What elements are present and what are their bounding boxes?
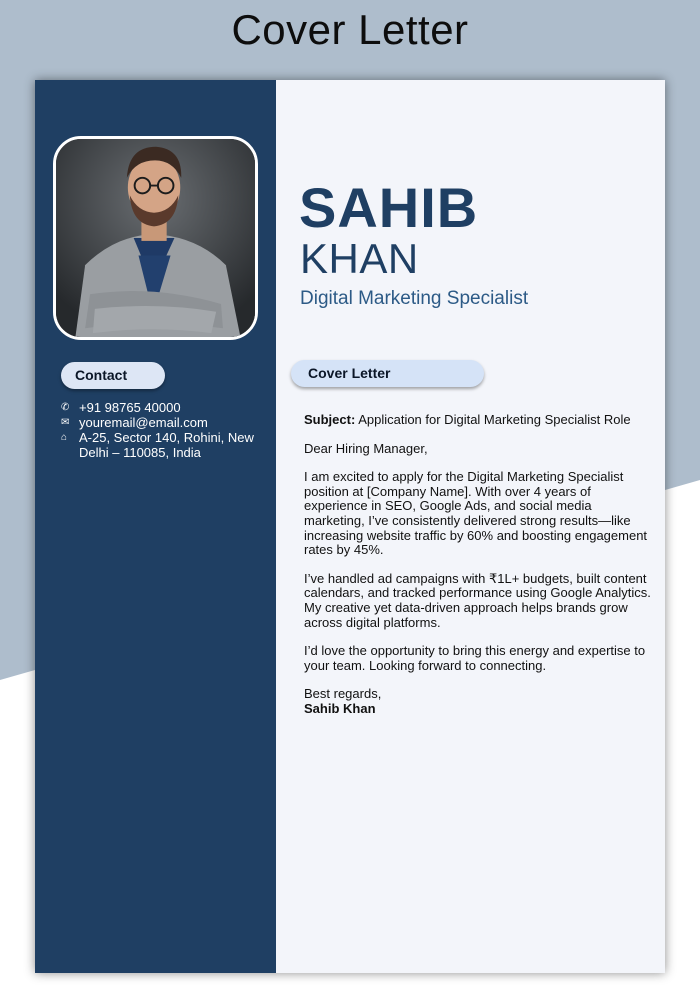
portrait-photo-icon — [56, 139, 255, 337]
phone-icon: ✆ — [61, 402, 70, 413]
contact-address — [61, 430, 271, 460]
email-icon: ✉ — [61, 417, 70, 428]
sidebar — [35, 80, 276, 973]
cover-letter-sheet — [35, 80, 665, 973]
home-icon: ⌂ — [61, 432, 68, 443]
job-title: Digital Marketing Specialist — [300, 288, 529, 309]
contact-email-text: youremail@email.com — [79, 415, 208, 430]
letter-signature: Sahib Khan — [304, 700, 376, 716]
subject-label: Subject: — [304, 412, 356, 427]
letter-paragraph-3: I’d love the opportunity to bring this energy and expertise to your team. Looking forward to connecting. — [304, 643, 646, 673]
contact-label: Contact — [61, 362, 165, 389]
page-heading: Cover Letter — [231, 6, 469, 53]
main-content — [276, 80, 665, 973]
letter-paragraph-2: I’ve handled ad campaigns with ₹1L+ budgets, built content calendars, and tracked performance using Google Analytics. My creative yet data-driven approach helps brands grow across digital platforms. — [304, 570, 651, 630]
contact-phone — [61, 400, 271, 415]
last-name: KHAN — [300, 235, 419, 282]
contact-email — [61, 415, 271, 430]
letter-paragraph-1: I am excited to apply for the Digital Marketing Specialist position at [Company Name]. With over 4 years of experience in SEO, Google Ads, and social media marketing, I’ve consistently delivered strong results—like increasing website traffic by 60% and boosting engagement rates by 45%. — [304, 469, 648, 558]
contact-phone-text: +91 98765 40000 — [79, 400, 181, 415]
contact-address-text: A-25, Sector 140, Rohini, New Delhi – 110085, India — [79, 430, 254, 460]
letter-body — [304, 413, 654, 717]
subject-text: Application for Digital Marketing Specialist Role — [355, 412, 631, 427]
profile-photo — [53, 136, 258, 340]
letter-greeting: Dear Hiring Manager, — [304, 440, 428, 456]
letter-closing: Best regards, — [304, 686, 382, 702]
contact-list — [61, 400, 271, 460]
first-name: SAHIB — [299, 176, 479, 239]
letter-subject — [304, 413, 654, 428]
cover-letter-label: Cover Letter — [291, 360, 484, 387]
